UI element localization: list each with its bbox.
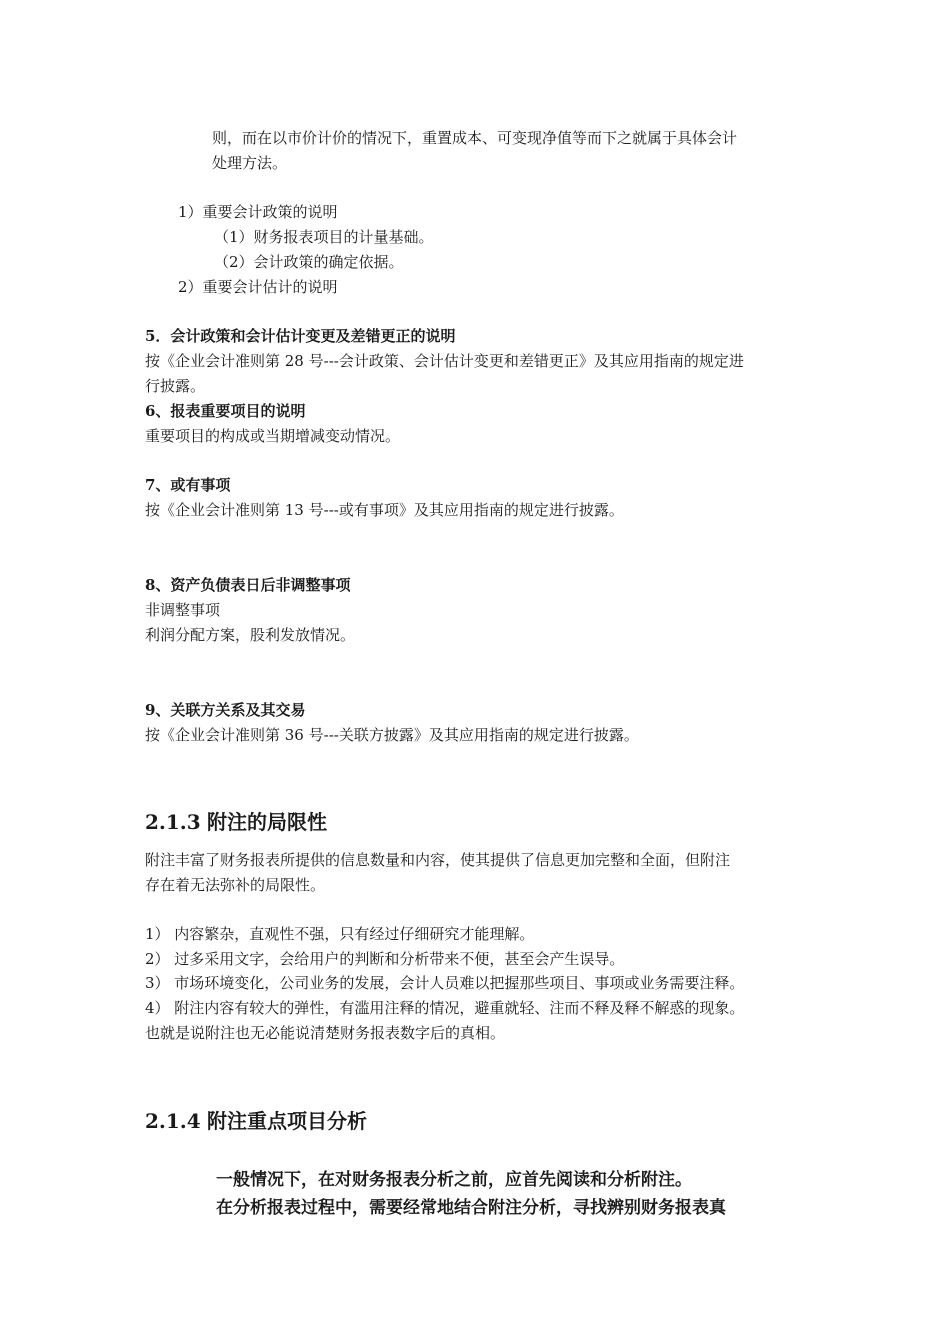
section-5-heading: 5．会计政策和会计估计变更及差错更正的说明 xyxy=(145,327,456,345)
section-5-line-2: 行披露。 xyxy=(145,377,206,395)
limitation-item-3: 3） 市场环境变化，公司业务的发展，会计人员难以把握那些项目、事项或业务需要注释。 xyxy=(145,974,745,992)
section-9-heading: 9、关联方关系及其交易 xyxy=(145,701,306,719)
section-2-1-3-title: 附注的局限性 xyxy=(207,810,327,834)
section-2-1-3-para-line-2: 存在着无法弥补的局限性。 xyxy=(145,876,326,894)
section-2-1-4-heading xyxy=(145,1107,367,1135)
section-2-1-4-line-2: 在分析报表过程中，需要经常地结合附注分析，寻找辨别财务报表真 xyxy=(216,1198,726,1218)
policy-item-1-sub-1: （1）财务报表项目的计量基础。 xyxy=(214,228,434,246)
section-2-1-4-number: 2.1.4 xyxy=(145,1109,201,1133)
limitation-item-2: 2） 过多采用文字，会给用户的判断和分析带来不便，甚至会产生误导。 xyxy=(145,950,625,968)
section-8-line-2: 利润分配方案，股利发放情况。 xyxy=(145,626,356,644)
section-6-heading: 6、报表重要项目的说明 xyxy=(145,402,306,420)
section-9-line-1: 按《企业会计准则第 36 号---关联方披露》及其应用指南的规定进行披露。 xyxy=(145,726,639,744)
section-2-1-3-para-line-1: 附注丰富了财务报表所提供的信息数量和内容，使其提供了信息更加完整和全面，但附注 xyxy=(145,851,731,869)
section-2-1-3-number: 2.1.3 xyxy=(145,810,201,834)
section-2-1-4-line-1: 一般情况下，在对财务报表分析之前，应首先阅读和分析附注。 xyxy=(216,1170,692,1190)
section-8-line-1: 非调整事项 xyxy=(145,601,221,619)
intro-line-2: 处理方法。 xyxy=(212,154,288,172)
policy-item-2: 2）重要会计估计的说明 xyxy=(178,278,338,296)
section-7-line-1: 按《企业会计准则第 13 号---或有事项》及其应用指南的规定进行披露。 xyxy=(145,501,624,519)
section-2-1-3-heading xyxy=(145,808,327,836)
section-7-heading: 7、或有事项 xyxy=(145,476,231,494)
section-5-line-1: 按《企业会计准则第 28 号---会计政策、会计估计变更和差错更正》及其应用指南的规定进 xyxy=(145,352,744,370)
limitation-item-4: 4） 附注内容有较大的弹性，有滥用注释的情况，避重就轻、注而不释及释不解惑的现象。 xyxy=(145,999,745,1017)
section-2-1-4-title: 附注重点项目分析 xyxy=(207,1109,367,1133)
policy-item-1: 1）重要会计政策的说明 xyxy=(178,203,338,221)
intro-line-1: 则，而在以市价计价的情况下，重置成本、可变现净值等而下之就属于具体会计 xyxy=(212,129,738,147)
policy-item-1-sub-2: （2）会计政策的确定依据。 xyxy=(214,253,404,271)
limitation-closing: 也就是说附注也无必能说清楚财务报表数字后的真相。 xyxy=(145,1024,506,1042)
section-6-line-1: 重要项目的构成或当期增减变动情况。 xyxy=(145,427,401,445)
section-8-heading: 8、资产负债表日后非调整事项 xyxy=(145,576,351,594)
limitation-item-1: 1） 内容繁杂，直观性不强，只有经过仔细研究才能理解。 xyxy=(145,925,535,943)
